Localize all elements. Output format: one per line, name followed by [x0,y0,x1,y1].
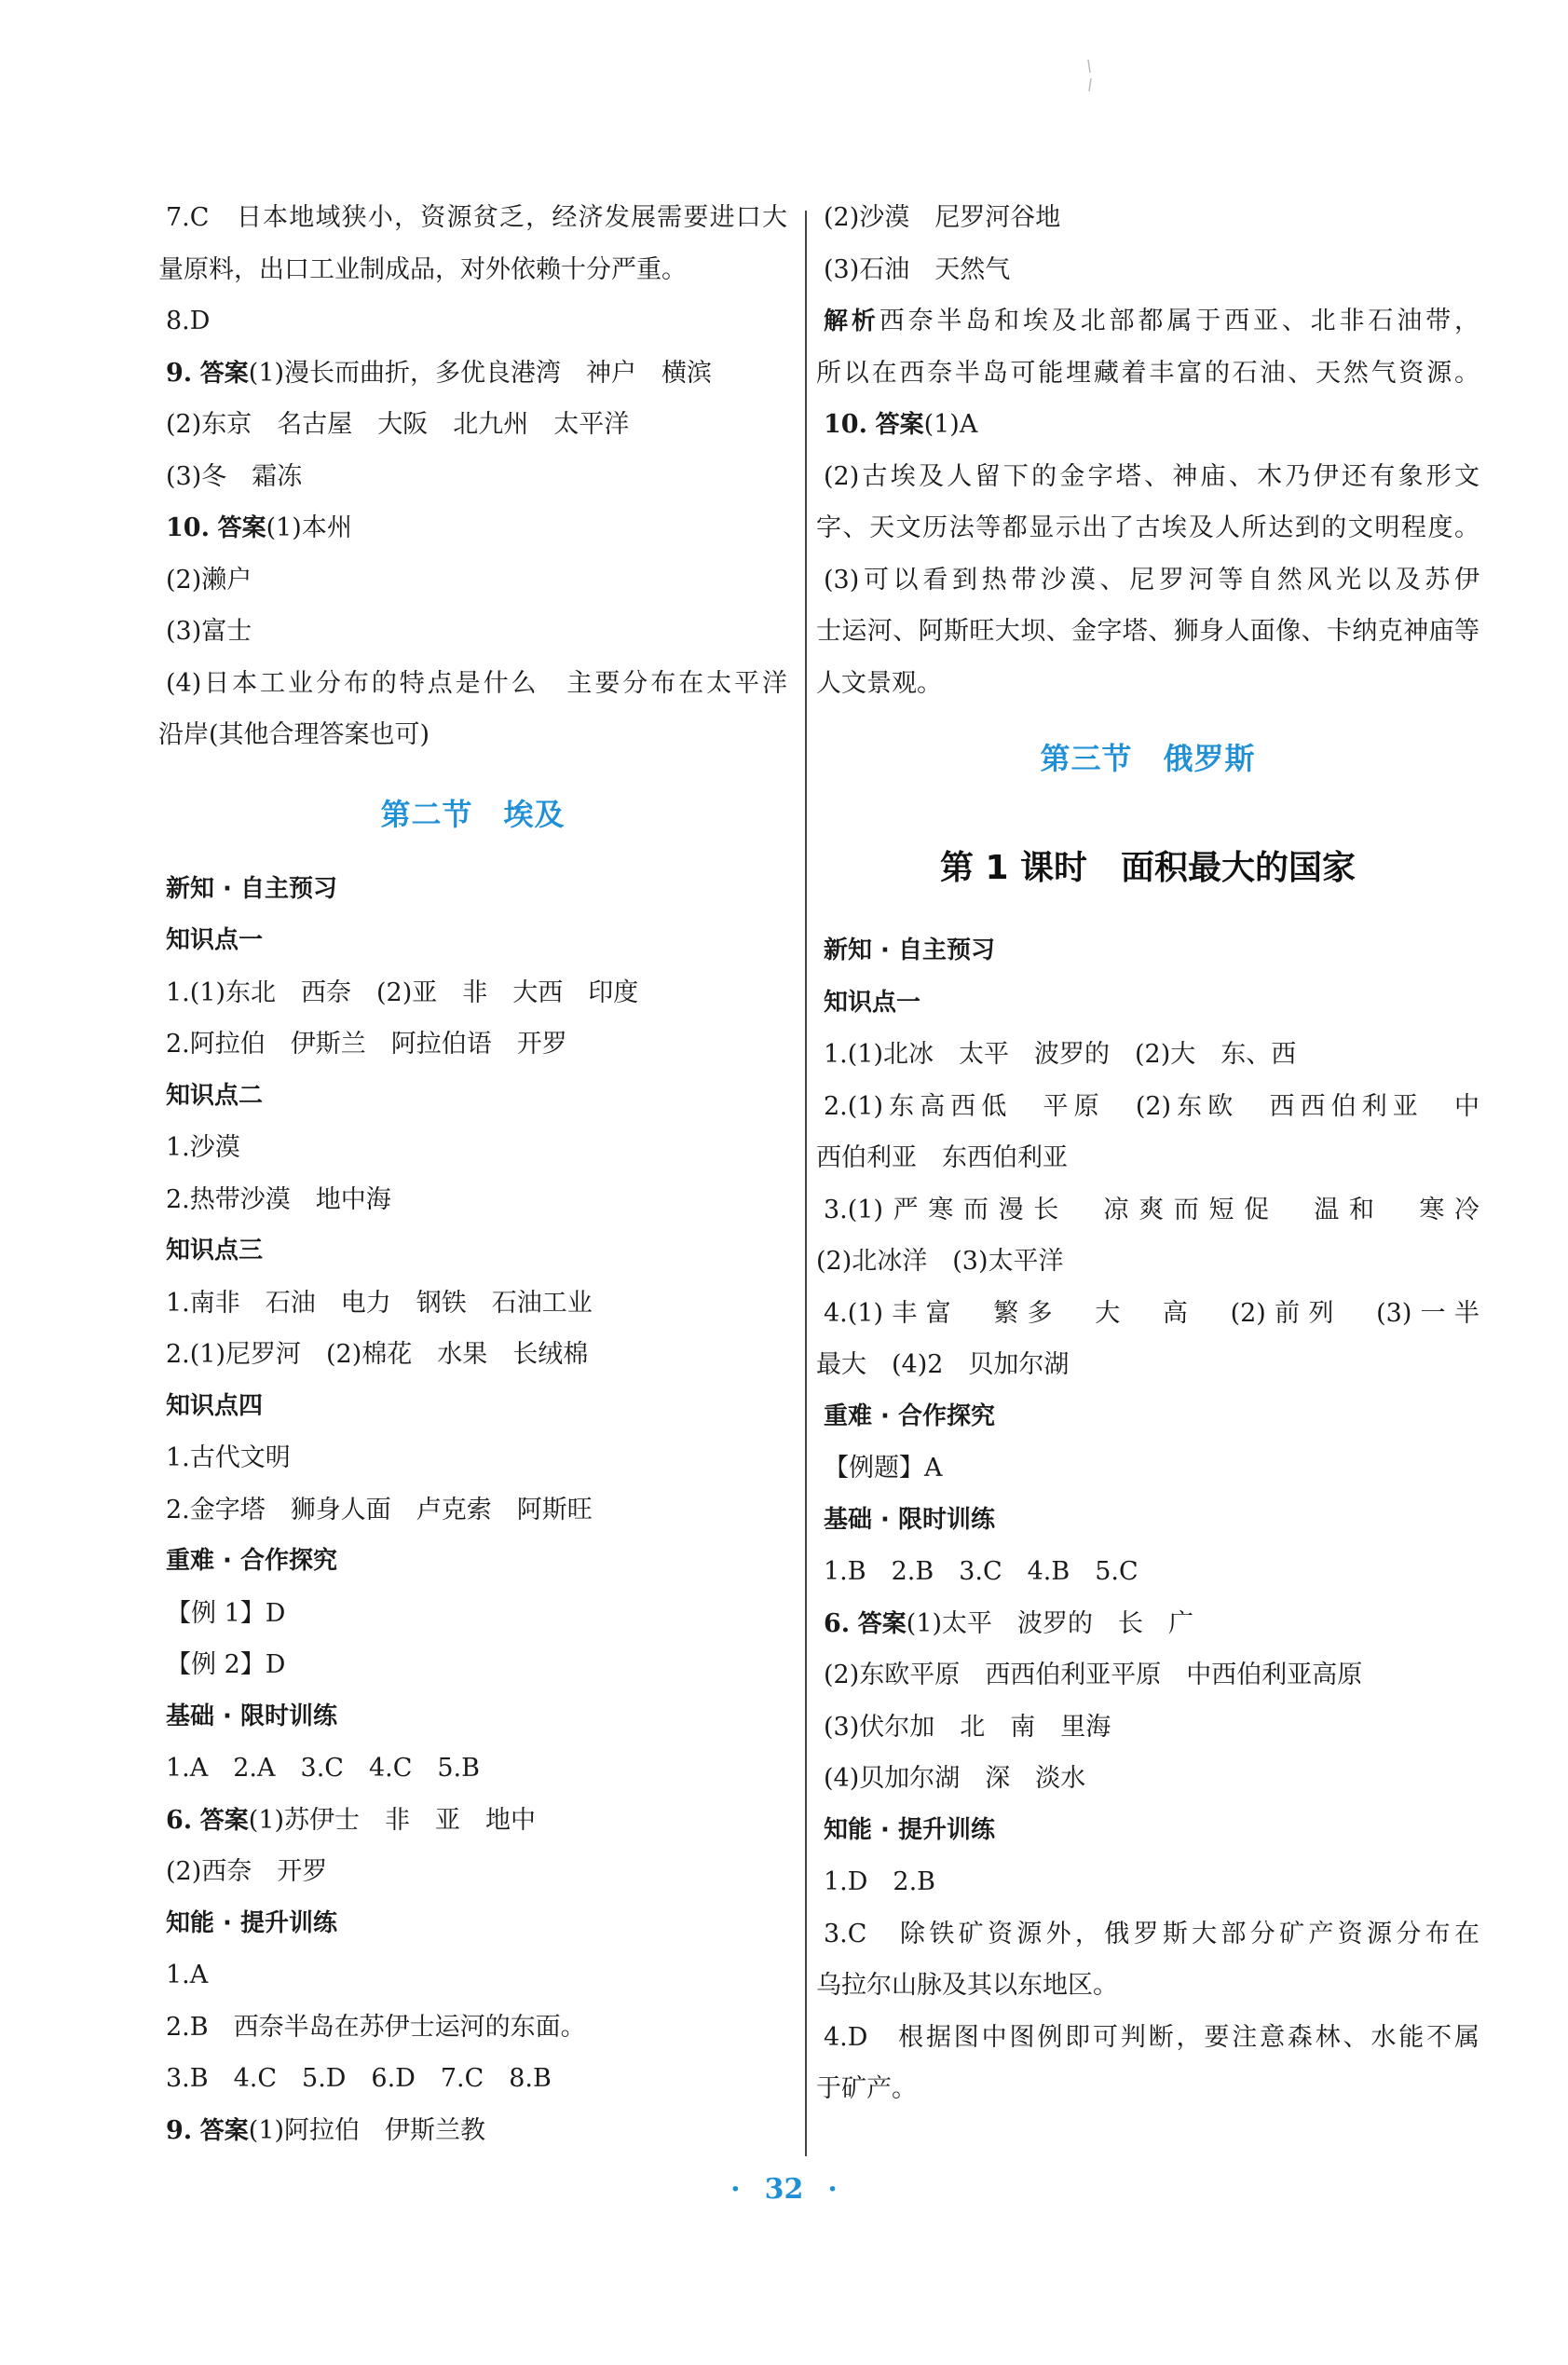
answer-line: 1.古代文明 [166,1443,291,1472]
answer-line: 1.A [166,1961,209,1989]
answer-line: 3.(1)严寒而漫长 凉爽而短促 温和 寒冷 [824,1195,1479,1224]
answer-line: 所以在西奈半岛可能埋藏着丰富的石油、天然气资源。 [816,358,1479,388]
answer-line: 【例 2】D [166,1650,286,1679]
answer-line [158,2105,787,2157]
answer-line: 沿岸(其他合理答案也可) [158,720,430,749]
page-number-footer [0,2173,1568,2206]
knowledge-point-heading: 知识点一 [824,988,921,1017]
page-number-dot-right: · [827,2173,838,2206]
answer-line: 2.(1)尼罗河 (2)棉花 水果 长绒棉 [166,1340,589,1369]
answer-line: (2)东欧平原 西西伯利亚平原 中西伯利亚高原 [824,1661,1363,1689]
section-title-russia: 第三节 俄罗斯 [1040,741,1256,776]
answer-text: (1)太平 波罗的 长 广 [906,1608,1194,1638]
subheading-explore: 重难 · 合作探究 [824,1401,995,1430]
knowledge-point-heading: 知识点一 [166,926,264,954]
answer-line: (4)日本工业分布的特点是什么 主要分布在太平洋 [166,668,787,698]
answer-line: 1.B 2.B 3.C 4.B 5.C [824,1557,1139,1586]
answer-line: 字、天文历法等都显示出了古埃及人所达到的文明程度。 [816,513,1479,542]
answer-line: 2.(1)东高西低 平原 (2)东欧 西西伯利亚 中 [824,1091,1479,1121]
subheading-basic: 基础 · 限时训练 [824,1505,995,1534]
lesson-title: 第 1 课时 面积最大的国家 [939,848,1357,887]
knowledge-point-heading: 知识点三 [166,1237,264,1265]
answer-line: (2)东京 名古屋 大阪 北九州 太平洋 [166,410,630,439]
answer-label: 答案 [875,411,924,439]
answer-text: (1)本州 [266,513,352,542]
answer-label: 答案 [217,514,266,542]
answer-line: 4.(1)丰富 繁多 大 高 (2)前列 (3)一半 [824,1298,1479,1328]
page-number: 32 [764,2173,804,2206]
answer-line: 8.D [166,307,211,335]
answer-line: 人文景观。 [816,668,942,698]
subheading-explore: 重难 · 合作探究 [166,1547,337,1575]
answer-label: 答案 [857,1609,907,1638]
subheading-improve: 知能 · 提升训练 [824,1815,995,1844]
question-number: 10. [824,410,867,439]
answer-text: (1)阿拉伯 伊斯兰教 [248,2115,486,2145]
answer-line: 最大 (4)2 贝加尔湖 [816,1350,1070,1379]
page-number-dot-left: · [730,2173,741,2206]
answer-line: (4)贝加尔湖 深 淡水 [824,1764,1086,1793]
section-title-egypt: 第二节 埃及 [380,796,566,832]
answer-line: 2.B 西奈半岛在苏伊士运河的东面。 [166,2012,586,2042]
answer-line: 量原料，出口工业制成品，对外依赖十分严重。 [158,254,687,284]
answer-line [158,502,787,554]
answer-line: 4.D 根据图中图例即可判断，要注意森林、水能不属 [824,2022,1479,2052]
answer-line: (3)石油 天然气 [824,254,1011,284]
knowledge-point-heading: 知识点二 [166,1081,264,1110]
subheading-preview: 新知 · 自主预习 [166,874,337,903]
answer-text: (1)A [923,410,978,439]
answer-text: (1)漫长而曲折，多优良港湾 神户 横滨 [248,358,713,388]
knowledge-point-heading: 知识点四 [166,1391,264,1420]
answer-line [816,1598,1479,1650]
answer-line: (2)北冰洋 (3)太平洋 [816,1247,1064,1276]
section-heading [816,709,1479,804]
answer-line: 3.B 4.C 5.D 6.D 7.C 8.B [166,2064,552,2093]
column-divider [805,211,807,2156]
answer-line: (3)富士 [166,617,252,646]
corner-pencil-mark [1085,58,1095,93]
question-number: 9. [166,2115,193,2145]
analysis-label: 解析 [824,308,879,335]
answer-line: 【例题】A [824,1454,943,1483]
answer-line [158,348,787,400]
answer-line: 1.A 2.A 3.C 4.C 5.B [166,1754,480,1783]
answer-line: 2.金字塔 狮身人面 卢克索 阿斯旺 [166,1495,593,1524]
answer-line: 于矿产。 [816,2074,917,2103]
section-heading [158,761,787,864]
analysis-text: 西奈半岛和埃及北部都属于西亚、北非石油带， [879,307,1479,335]
answer-line [158,1795,787,1847]
answer-line: (2)古埃及人留下的金字塔、神庙、木乃伊还有象形文 [824,461,1479,491]
answer-line: 乌拉尔山脉及其以东地区。 [816,1971,1118,2000]
answer-line: (2)沙漠 尼罗河谷地 [824,203,1061,232]
subheading-improve: 知能 · 提升训练 [166,1908,337,1937]
answer-line: 士运河、阿斯旺大坝、金字塔、狮身人面像、卡纳克神庙等 [816,617,1479,646]
answer-line: (3)冬 霜冻 [166,461,303,491]
answer-line: (2)西奈 开罗 [166,1857,328,1886]
lesson-heading [816,804,1479,925]
answer-line: (2)濑户 [166,565,252,595]
answer-line: 1.D 2.B [824,1867,936,1896]
answer-line: 2.热带沙漠 地中海 [166,1184,391,1214]
question-number: 6. [824,1608,851,1638]
answer-line [816,295,1479,348]
answer-line [816,399,1479,451]
right-column [816,192,1479,2115]
answer-line: 1.沙漠 [166,1133,240,1162]
answer-line: 1.(1)北冰 太平 波罗的 (2)大 东、西 [824,1040,1297,1069]
answer-line: (3)可以看到热带沙漠、尼罗河等自然风光以及苏伊 [824,565,1479,595]
answer-label: 答案 [199,359,249,388]
subheading-preview: 新知 · 自主预习 [824,936,995,964]
answer-line: 1.南非 石油 电力 钢铁 石油工业 [166,1288,593,1318]
answer-label: 答案 [199,2116,249,2145]
subheading-basic: 基础 · 限时训练 [166,1702,337,1730]
answer-line: 1.(1)东北 西奈 (2)亚 非 大西 印度 [166,977,639,1007]
answer-label: 答案 [199,1806,249,1835]
answer-text: (1)苏伊士 非 亚 地中 [248,1805,537,1835]
left-column [158,192,787,2156]
answer-line: 【例 1】D [166,1598,286,1628]
answer-line: 2.阿拉伯 伊斯兰 阿拉伯语 开罗 [166,1030,567,1059]
answer-line: 西伯利亚 东西伯利亚 [816,1143,1068,1172]
question-number: 9. [166,358,193,388]
question-number: 6. [166,1805,193,1835]
answer-line: 7.C 日本地域狭小，资源贫乏，经济发展需要进口大 [166,203,787,232]
question-number: 10. [166,513,210,542]
answer-line: 3.C 除铁矿资源外，俄罗斯大部分矿产资源分布在 [824,1919,1479,1948]
answer-line: (3)伏尔加 北 南 里海 [824,1712,1111,1742]
